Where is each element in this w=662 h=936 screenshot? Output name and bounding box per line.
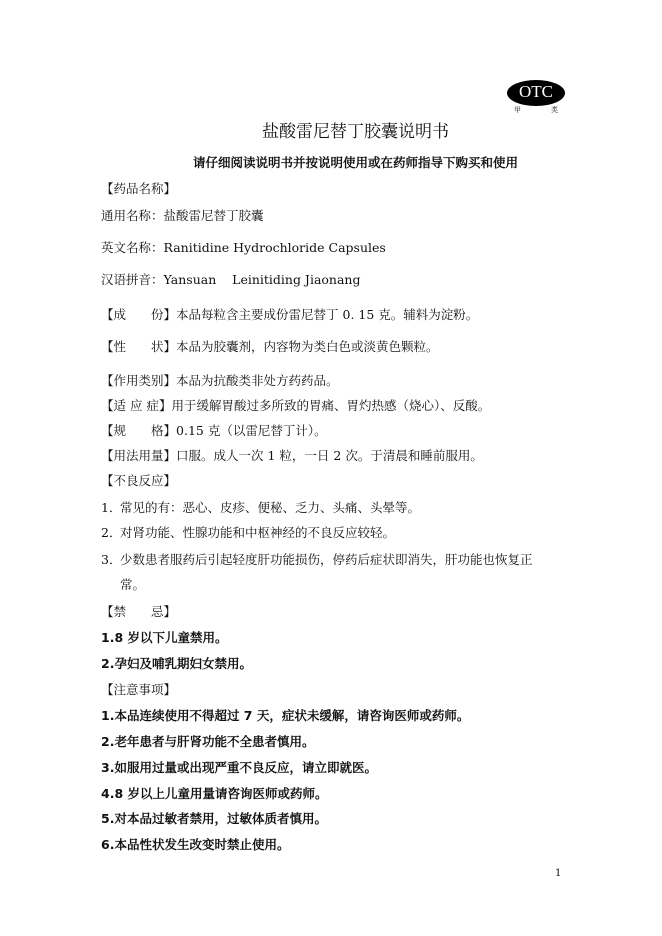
- composition-label: 【成 份】: [101, 307, 177, 322]
- pinyin-name: 汉语拼音：Yansuan Leinitiding Jiaonang: [101, 272, 361, 287]
- precaution-item-6: 6.本品性状发生改变时禁止使用。: [101, 837, 290, 852]
- specification-label: 【规 格】: [101, 423, 177, 438]
- properties-row: [101, 338, 581, 356]
- precautions-header: 【注意事项】: [101, 682, 177, 697]
- contraindications-header: 【禁 忌】: [101, 604, 177, 619]
- precaution-item-4: 4.8 岁以上儿童用量请咨询医师或药师。: [101, 786, 328, 801]
- page-number: 1: [555, 868, 562, 879]
- adverse-item-1-num: 1．: [101, 500, 122, 515]
- precaution-item-5: 5.对本品过敏者禁用，过敏体质者慎用。: [101, 811, 327, 826]
- dosage-text: 口服。成人一次 1 粒，一日 2 次。于清晨和睡前服用。: [176, 448, 483, 463]
- otc-class-right: 类: [551, 106, 558, 114]
- adverse-item-3-continuation: 常。: [120, 577, 146, 592]
- english-name: 英文名称：Ranitidine Hydrochloride Capsules: [101, 240, 386, 255]
- contra-item-1: 1.8 岁以下儿童禁用。: [101, 630, 228, 645]
- precaution-item-2: 2.老年患者与肝肾功能不全患者慎用。: [101, 734, 315, 749]
- specification-row: [101, 422, 581, 440]
- adverse-item-3-text: 少数患者服药后引起轻度肝功能损伤，停药后症状即消失，肝功能也恢复正: [120, 552, 533, 567]
- category-row: [101, 372, 581, 390]
- specification-text: 0.15 克（以雷尼替丁计）。: [176, 423, 327, 438]
- properties-text: 本品为胶囊剂，内容物为类白色或淡黄色颗粒。: [176, 339, 439, 354]
- precaution-item-1: 1.本品连续使用不得超过 7 天，症状未缓解，请咨询医师或药师。: [101, 708, 470, 723]
- generic-name: 通用名称：盐酸雷尼替丁胶囊: [101, 208, 264, 223]
- dosage-label: 【用法用量】: [101, 448, 177, 463]
- adverse-item-2-num: 2．: [101, 525, 122, 540]
- otc-class-left: 甲: [514, 106, 521, 114]
- contra-item-2: 2.孕妇及哺乳期妇女禁用。: [101, 656, 252, 671]
- indications-row: [101, 397, 581, 415]
- otc-label: OTC: [519, 82, 553, 101]
- document-subtitle: 请仔细阅读说明书并按说明使用或在药师指导下购买和使用: [193, 155, 519, 170]
- indications-label: 【适 应 症】: [101, 398, 172, 413]
- dosage-row: [101, 447, 581, 465]
- otc-badge: [507, 80, 565, 120]
- adverse-item-3-num: 3．: [101, 552, 122, 567]
- adverse-header: 【不良反应】: [101, 473, 177, 488]
- composition-text: 本品每粒含主要成份雷尼替丁 0. 15 克。辅料为淀粉。: [176, 307, 479, 322]
- category-label: 【作用类别】: [101, 373, 177, 388]
- composition-row: [101, 306, 581, 324]
- category-text: 本品为抗酸类非处方药药品。: [176, 373, 339, 388]
- properties-label: 【性 状】: [101, 339, 177, 354]
- adverse-item-1-text: 常见的有：恶心、皮疹、便秘、乏力、头痛、头晕等。: [120, 500, 421, 515]
- indications-text: 用于缓解胃酸过多所致的胃痛、胃灼热感（烧心）、反酸。: [171, 398, 491, 413]
- precaution-item-3: 3.如服用过量或出现严重不良反应，请立即就医。: [101, 760, 377, 775]
- drug-name-header: 【药品名称】: [101, 181, 177, 196]
- document-title: 盐酸雷尼替丁胶囊说明书: [262, 122, 449, 142]
- adverse-item-2-text: 对肾功能、性腺功能和中枢神经的不良反应较轻。: [120, 525, 396, 540]
